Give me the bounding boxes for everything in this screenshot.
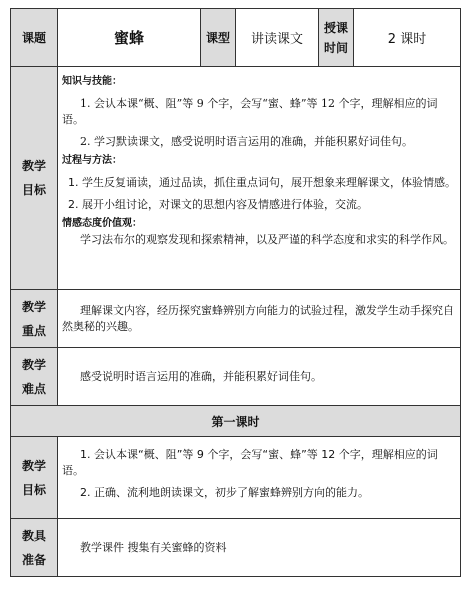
process-heading: 过程与方法： [62, 155, 122, 166]
time-label-line2: 时间 [323, 40, 348, 55]
goals-label [11, 67, 58, 290]
lesson1-goals-label-line1: 教学 [21, 458, 46, 473]
key-points-row [11, 290, 461, 348]
time-label-line1: 授课 [323, 20, 348, 35]
header-row [11, 9, 461, 67]
lesson1-goals-label [11, 437, 58, 519]
lesson-plan-table [10, 8, 461, 577]
key-points-label-line1: 教学 [21, 299, 46, 314]
process-item-1: 1. 学生反复诵读，通过品读，抓住重点词句，展开想象来理解课文，体验情感。 [68, 176, 456, 189]
difficulties-row [11, 348, 461, 406]
lesson1-goals-row [11, 437, 461, 519]
difficulties-label [11, 348, 58, 406]
difficulties-content [58, 348, 461, 406]
title-value: 蜜蜂 [58, 9, 201, 67]
title-label: 课题 [11, 9, 58, 67]
difficulties-label-line2: 难点 [21, 381, 46, 396]
knowledge-item-2: 2. 学习默读课文，感受说明时语言运用的准确，并能积累好词佳句。 [80, 135, 413, 148]
values-text: 学习法布尔的观察发现和探索精神，以及严谨的科学态度和求实的科学作风。 [80, 233, 454, 246]
materials-text: 教学课件 搜集有关蜜蜂的资料 [80, 540, 227, 554]
difficulties-text: 感受说明时语言运用的准确，并能积累好词佳句。 [80, 369, 322, 383]
type-value: 讲读课文 [236, 9, 319, 67]
difficulties-label-line1: 教学 [21, 357, 46, 372]
section-row [11, 406, 461, 437]
key-points-label [11, 290, 58, 348]
materials-label-line1: 教具 [21, 528, 46, 543]
materials-row [11, 519, 461, 577]
materials-content [58, 519, 461, 577]
lesson1-goal-item-2: 2. 正确、流利地朗读课文，初步了解蜜蜂辨别方向的能力。 [80, 486, 369, 499]
goals-label-line1: 教学 [21, 159, 46, 173]
values-heading: 情感态度价值观： [62, 218, 142, 229]
process-item-2: 2. 展开小组讨论，对课文的思想内容及情感进行体验，交流。 [68, 198, 368, 211]
time-value: 2 课时 [354, 9, 461, 67]
section-title: 第一课时 [11, 406, 461, 437]
type-label: 课型 [201, 9, 236, 67]
key-points-label-line2: 重点 [21, 323, 46, 338]
key-points-content [58, 290, 461, 348]
time-label [319, 9, 354, 67]
goals-label-line2: 目标 [21, 183, 46, 197]
knowledge-item-1: 1. 会认本课“概、阻”等 9 个字，会写“蜜、蜂”等 12 个字，理解相应的词语。 [62, 97, 438, 126]
lesson1-goals-label-line2: 目标 [21, 482, 46, 497]
materials-label [11, 519, 58, 577]
goals-row [11, 67, 461, 290]
key-points-text: 理解课文内容，经历探究蜜蜂辨别方向能力的试验过程，激发学生动手探究自然奥秘的兴趣。 [62, 303, 454, 333]
lesson1-goals-content [58, 437, 461, 519]
materials-label-line2: 准备 [21, 552, 46, 567]
knowledge-heading: 知识与技能： [62, 76, 122, 87]
lesson1-goal-item-1: 1. 会认本课“概、阻”等 9 个字，会写“蜜、蜂”等 12 个字，理解相应的词语。 [62, 448, 438, 477]
goals-content [58, 67, 461, 290]
